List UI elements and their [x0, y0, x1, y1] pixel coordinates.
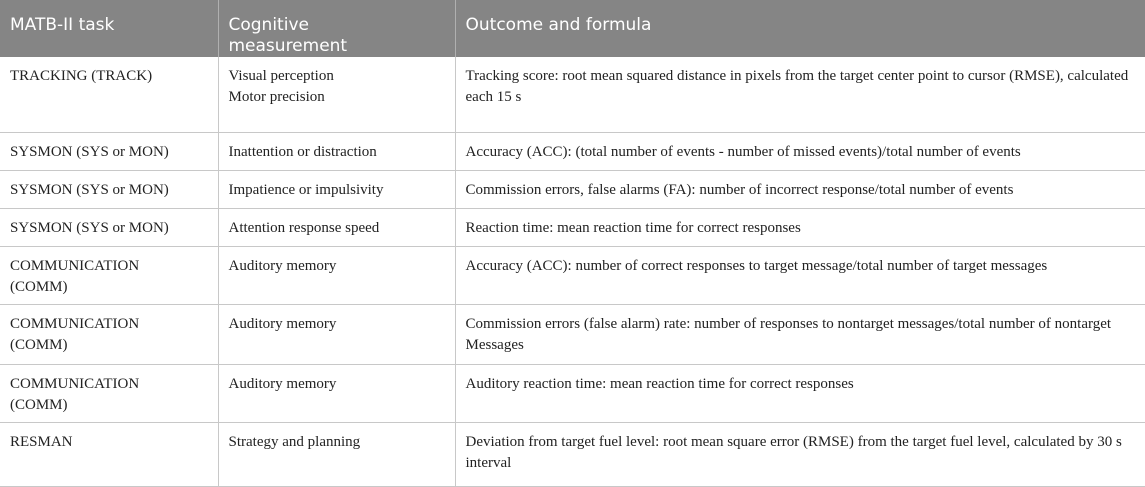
cognitive-cell	[218, 304, 455, 364]
task-text: TRACKING (TRACK)	[10, 68, 153, 84]
table-body	[0, 57, 1145, 486]
header-cognitive-line1: Cognitive	[228, 15, 309, 35]
task-cell	[0, 364, 218, 422]
task-cell	[0, 132, 218, 170]
task-text: SYSMON (SYS or MON)	[10, 143, 169, 160]
table-row	[0, 304, 1145, 364]
table-row	[0, 422, 1145, 486]
task-cell	[0, 246, 218, 304]
outcome-cell: Commission errors, false alarms (FA): number of incorrect response/total number of events	[455, 170, 1145, 208]
cognitive-cell	[218, 208, 455, 246]
table-row	[0, 208, 1145, 246]
table-row	[0, 246, 1145, 304]
outcome-cell: Accuracy (ACC): (total number of events - number of missed events)/total number of events	[455, 132, 1145, 170]
cognitive-cell	[218, 364, 455, 422]
cognitive-text: Strategy and planning	[228, 433, 361, 450]
header-task: MATB-II task	[0, 0, 218, 57]
header-outcome: Outcome and formula	[455, 0, 1145, 57]
outcome-cell: Auditory reaction time: mean reaction time for correct responses	[455, 364, 1145, 422]
task-text: (COMM)	[10, 396, 68, 413]
task-text: COMMUNICATION	[10, 375, 140, 392]
task-cell	[0, 304, 218, 364]
task-text: SYSMON (SYS or MON)	[10, 181, 169, 198]
cognitive-text: Visual perception	[228, 68, 334, 84]
outcome-cell: Tracking score: root mean squared distance in pixels from the target center point to cursor (RMSE), calculated each 15 s	[455, 57, 1145, 132]
task-text: SYSMON (SYS or MON)	[10, 219, 169, 236]
cognitive-cell	[218, 57, 455, 132]
outcome-cell: Deviation from target fuel level: root mean square error (RMSE) from the target fuel level, calculated by 30 s interval	[455, 422, 1145, 486]
task-text: (COMM)	[10, 336, 68, 353]
outcome-cell: Reaction time: mean reaction time for correct responses	[455, 208, 1145, 246]
cognitive-text: Auditory memory	[228, 257, 337, 274]
task-cell	[0, 208, 218, 246]
cognitive-text: Impatience or impulsivity	[228, 181, 384, 198]
task-cell	[0, 422, 218, 486]
task-text: (COMM)	[10, 278, 68, 295]
cognitive-text: Auditory memory	[228, 315, 337, 332]
header-cognitive	[218, 0, 455, 57]
cognitive-text: Auditory memory	[228, 375, 337, 392]
task-cell	[0, 57, 218, 132]
cognitive-cell	[218, 422, 455, 486]
cognitive-text: Inattention or distraction	[228, 143, 377, 160]
cognitive-cell	[218, 170, 455, 208]
task-text: COMMUNICATION	[10, 315, 140, 332]
table-row	[0, 364, 1145, 422]
task-text: RESMAN	[10, 433, 73, 450]
cognitive-text: Motor precision	[228, 89, 325, 105]
header-cognitive-line2: measurement	[228, 36, 348, 56]
cognitive-cell	[218, 246, 455, 304]
table-row	[0, 132, 1145, 170]
header-row	[0, 0, 1145, 57]
task-text: COMMUNICATION	[10, 257, 140, 274]
table-header	[0, 0, 1145, 57]
table-row	[0, 170, 1145, 208]
table-row	[0, 57, 1145, 132]
outcome-cell: Accuracy (ACC): number of correct responses to target message/total number of target messages	[455, 246, 1145, 304]
outcome-cell: Commission errors (false alarm) rate: number of responses to nontarget messages/total number of nontarget Messages	[455, 304, 1145, 364]
cognitive-text: Attention response speed	[228, 219, 380, 236]
task-cell	[0, 170, 218, 208]
cognitive-cell	[218, 132, 455, 170]
